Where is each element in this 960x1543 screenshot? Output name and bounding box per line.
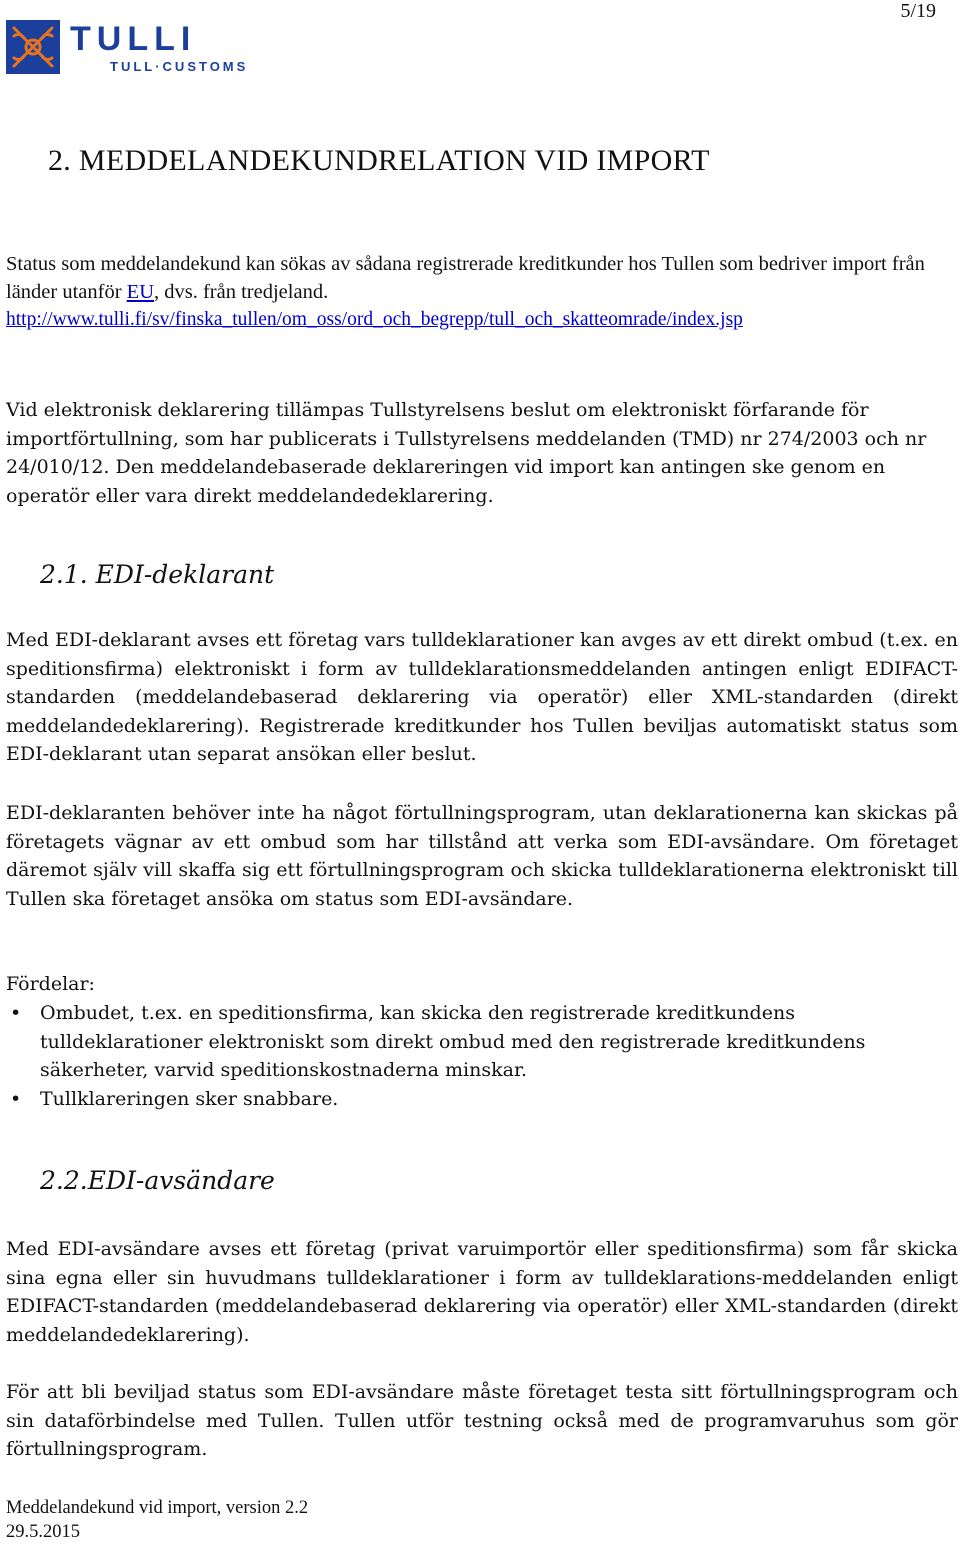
benefits-label: Fördelar: — [6, 973, 95, 995]
benefit-text: Ombudet, t.ex. en speditionsfirma, kan skicka den registrerade kreditkundens tulldeklarationer elektroniskt som direkt ombud med den registrerade kreditkundens säkerheter, varvid speditionskostnaderna minskar. — [40, 1002, 866, 1082]
edi-avsandare-paragraph-2: För att bli beviljad status som EDI-avsändare måste företaget testa sitt förtullningsprogram och sin dataförbindelse med Tullen. Tullen utför testning också med de programvaruhus som gör förtullningsprogram. — [6, 1381, 958, 1461]
page-number: 5/19 — [900, 0, 936, 22]
benefits-list — [6, 999, 958, 1113]
edi-avsandare-paragraph-1: Med EDI-avsändare avses ett företag (privat varuimportör eller speditionsfirma) som får skicka sina egna eller sin huvudmans tulldeklarationer i form av tulldeklarations-meddelanden enligt EDIFACT-standarden (meddelandebaserad deklarering via operatör) eller XML-standarden (direkt meddelandedeklarering). — [6, 1238, 958, 1346]
list-item — [6, 1085, 958, 1114]
footer-document-name: Meddelandekund vid import, version 2.2 — [6, 1498, 309, 1518]
edi-deklarant-paragraph-2: EDI-deklaranten behöver inte ha något förtullningsprogram, utan deklarationerna kan skickas på företagets vägnar av ett ombud som har tillstånd att verka som EDI-avsändare. Om företaget däremot själv vill skaffa sig ett förtullningsprogram och skicka tulldeklarationerna elektroniskt till Tullen ska företaget ansöka om status som EDI-avsändare. — [6, 802, 958, 910]
intro-paragraph — [6, 250, 958, 306]
intro-text-after: , dvs. från tredjeland. — [154, 281, 329, 303]
tulli-logo — [6, 16, 276, 76]
electronic-declaration-paragraph: Vid elektronisk deklarering tillämpas Tullstyrelsens beslut om elektroniskt förfarande för importförtullning, som har publicerats i Tullstyrelsens meddelanden (TMD) nr 274/2003 och nr 24/010/12. Den meddelandebaserade deklareringen vid import kan antingen ske genom en operatör eller vara direkt meddelandedeklarering. — [6, 399, 927, 507]
tulli-emblem-icon — [6, 16, 276, 76]
bullet-icon: • — [10, 1087, 22, 1110]
tulli-url-link[interactable]: http://www.tulli.fi/sv/finska_tullen/om_oss/ord_och_begrepp/tull_och_skatteomrade/index.jsp — [6, 309, 743, 330]
logo-name: TULLI — [70, 20, 197, 58]
benefit-text: Tullklareringen sker snabbare. — [40, 1087, 339, 1110]
page-title: 2. MEDDELANDEKUNDRELATION VID IMPORT — [48, 144, 710, 177]
intro-text-before: Status som meddelandekund kan sökas av sådana registrerade kreditkunder hos Tullen som bedriver import från länder utanför — [6, 253, 925, 303]
logo-sub: TULL·CUSTOMS — [110, 59, 249, 74]
footer-date: 29.5.2015 — [6, 1522, 80, 1542]
edi-deklarant-paragraph-1: Med EDI-deklarant avses ett företag vars tulldeklarationer kan avges av ett direkt ombud (t.ex. en speditionsfirma) elektroniskt i form av tulldeklarationsmeddelanden antingen enligt EDIFACT-standarden (meddelandebaserad deklarering via operatör) eller XML-standarden (direkt meddelandedeklarering). Registrerade kreditkunder hos Tullen beviljas automatiskt status som EDI-deklarant utan separat ansökan eller beslut. — [6, 629, 958, 766]
section-heading-edi-deklarant: 2.1. EDI-deklarant — [40, 560, 275, 589]
bullet-icon: • — [10, 1002, 22, 1024]
eu-link[interactable]: EU — [126, 281, 154, 303]
list-item — [6, 999, 958, 1085]
section-heading-edi-avsandare: 2.2.EDI-avsändare — [40, 1166, 275, 1195]
